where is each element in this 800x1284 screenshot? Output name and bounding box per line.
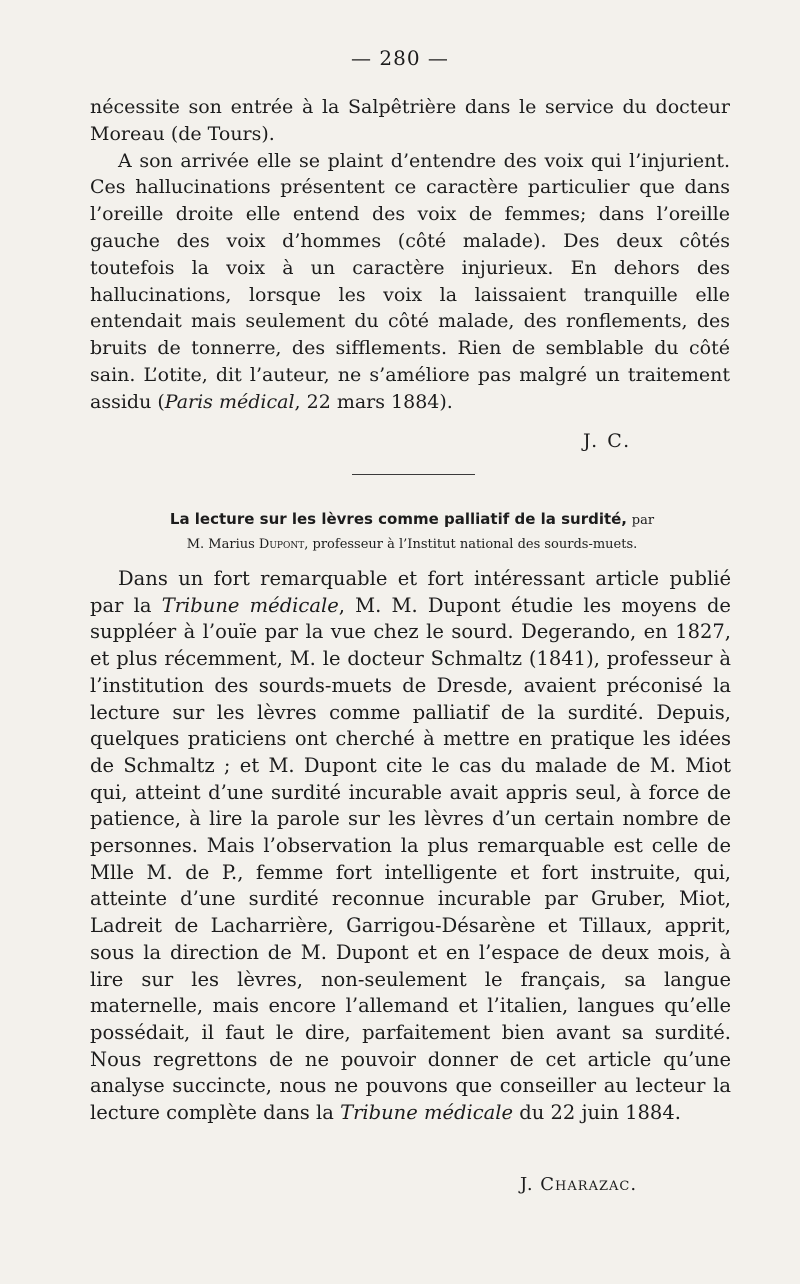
author-name: Dupont — [258, 537, 305, 552]
text-run: Dans un fort remarquable et fort intéressant article publié par la — [90, 567, 731, 617]
journal-title: Tribune médicale — [340, 1101, 514, 1125]
signature-initial: J. — [520, 1174, 534, 1195]
author-prefix: M. Marius — [186, 537, 255, 552]
paragraph — [90, 148, 730, 416]
article-heading — [92, 508, 732, 556]
signature — [520, 1174, 637, 1195]
article-title: La lecture sur les lèvres comme palliatif de la surdité, — [169, 510, 628, 528]
signature-name: Charazac. — [540, 1174, 638, 1195]
article-continuation — [90, 94, 730, 416]
text-run: , 22 mars 1884). — [294, 390, 453, 413]
section-divider — [352, 474, 475, 475]
text-run: du 22 juin 1884. — [513, 1101, 681, 1125]
text-run: , M. M. Dupont étudie les moyens de suppléer à l’ouïe par la vue chez le sourd. Degerando, en 1827, et plus récemment, M. le docteur Schmaltz (1841), professeur à l’institution des sourds-muets de Dresde, avaient préconisé la lecture sur les lèvres comme palliatif de la surdité. Depuis, quelques praticiens ont cherché à mettre en pratique les idées de Schmaltz ; et M. Dupont cite le cas du malade de M. Miot qui, atteint d’une surdité incurable avait appris seul, à force de patience, à lire la parole sur les lèvres d’un certain nombre de personnes. Mais l’observation la plus remarquable est celle de Mlle M. de P., femme fort intelligente et fort instruite, qui, atteinte d’une surdité reconnue incurable par Gruber, Miot, Ladreit de Lacharrière, Garrigou-Désarène et Tillaux, apprit, sous la direction de M. Dupont et en l’espace de deux mois, à lire sur les lèvres, non-seulement le français, sa langue maternelle, mais encore l’allemand et l’italien, langues qu’elle possédait, il faut le dire, parfaitement bien avant sa surdité. Nous regrettons de ne pouvoir donner de cet article qu’une analyse succincte, nous ne pouvons que conseiller au lecteur la lecture complète dans la — [90, 593, 731, 1125]
byline-par: par — [631, 513, 655, 528]
article-body — [90, 566, 731, 1127]
journal-title: Tribune médicale — [161, 593, 339, 617]
journal-title: Paris médical — [164, 390, 295, 413]
author-line — [187, 537, 638, 552]
signature-initials: J. C. — [583, 430, 632, 452]
paragraph: nécessite son entrée à la Salpêtrière dans le service du docteur Moreau (de Tours). — [90, 96, 730, 145]
page-number: — 280 — — [351, 46, 449, 70]
paragraph — [90, 566, 731, 1127]
author-affiliation: , professeur à l’Institut national des sourds-muets. — [304, 537, 638, 552]
text-run: A son arrivée elle se plaint d’entendre des voix qui l’injurient. Ces hallucinations présentent ce caractère particulier que dans l’oreille droite elle entend des voix de femmes; dans l’oreille gauche des voix d’hommes (côté malade). Des deux côtés toutefois la voix à un caractère injurieux. En dehors des hallucinations, lorsque les voix la laissaient tranquille elle entendait mais seulement du côté malade, des ronflements, des bruits de tonnerre, des sifflements. Rien de semblable du côté sain. L’otite, dit l’auteur, ne s’améliore pas malgré un traitement assidu ( — [90, 149, 730, 413]
